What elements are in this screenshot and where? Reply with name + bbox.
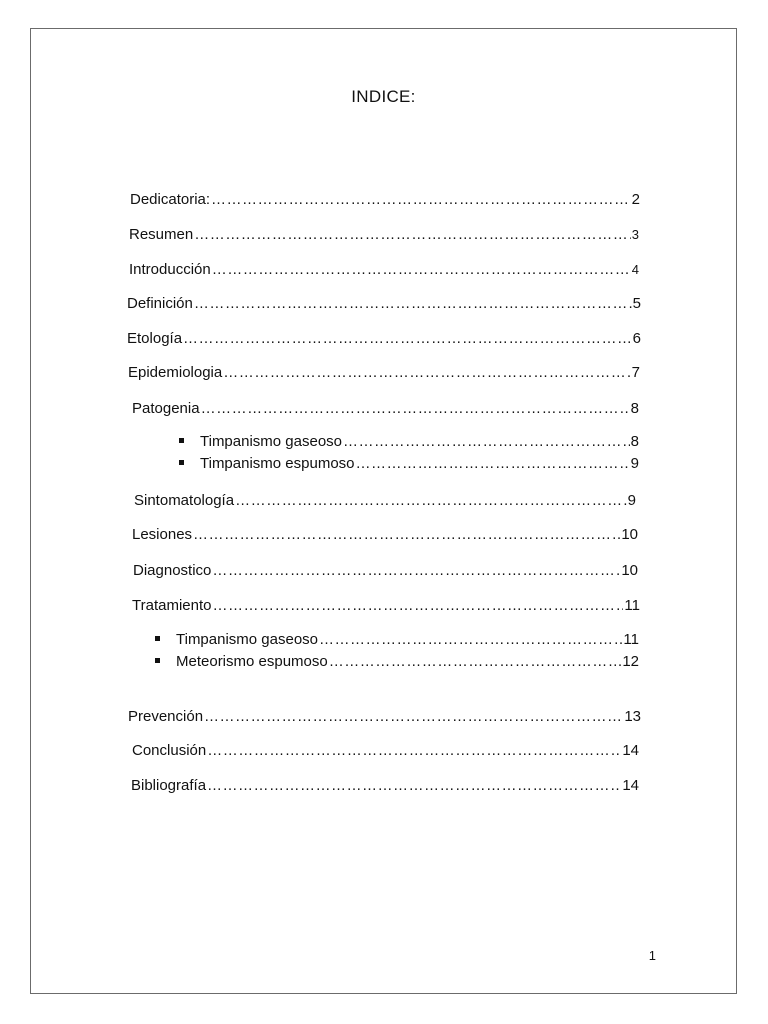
toc-leader-dots <box>194 225 631 245</box>
toc-entry-page: 10 <box>621 526 638 543</box>
toc-entry-label: Conclusión <box>132 742 207 759</box>
toc-leader-dots <box>207 741 621 761</box>
toc-entry-page: 7 <box>631 364 640 381</box>
toc-entry-page: 8 <box>630 433 639 450</box>
toc-leader-dots <box>207 776 621 796</box>
toc-entry-bibliografia[interactable] <box>131 776 639 796</box>
toc-entry-diagnostico[interactable] <box>133 561 638 581</box>
toc-entry-conclusion[interactable] <box>132 741 639 761</box>
toc-entry-page: 4 <box>631 262 639 277</box>
toc-leader-dots <box>356 454 630 474</box>
toc-entry-page: 9 <box>627 492 636 509</box>
toc-entry-introduccion[interactable] <box>129 260 639 280</box>
toc-entry-epidemiologia[interactable] <box>128 363 640 383</box>
toc-entry-label: Epidemiologia <box>128 364 223 381</box>
toc-entry-prevencion[interactable] <box>128 707 641 727</box>
toc-entry-dedicatoria[interactable] <box>130 190 640 210</box>
toc-leader-dots <box>183 329 632 349</box>
toc-entry-label: Tratamiento <box>132 597 212 614</box>
toc-leader-dots <box>201 399 630 419</box>
toc-entry-page: 14 <box>622 742 639 759</box>
toc-entry-definicion[interactable] <box>127 294 641 314</box>
toc-entry-label: Prevención <box>128 708 204 725</box>
toc-entry-label: Meteorismo espumoso <box>176 653 328 670</box>
toc-entry-resumen[interactable] <box>129 225 639 245</box>
toc-subentry-timpanismo-espumoso[interactable] <box>179 454 639 474</box>
toc-leader-dots <box>212 596 623 616</box>
toc-entry-label: Lesiones <box>132 526 193 543</box>
toc-leader-dots <box>235 491 627 511</box>
toc-entry-label: Definición <box>127 295 193 312</box>
toc-entry-page: 11 <box>624 597 640 614</box>
toc-subentry-meteorismo-espumoso[interactable] <box>155 652 639 672</box>
toc-subentry-timpanismo-gaseoso[interactable] <box>179 432 639 452</box>
bullet-square-icon <box>155 658 160 663</box>
toc-subentry-timpanismo-gaseoso-2[interactable] <box>155 630 639 650</box>
toc-entry-page: 2 <box>631 191 640 208</box>
toc-entry-label: Patogenia <box>132 400 200 417</box>
toc-leader-dots <box>343 432 630 452</box>
toc-entry-label: Resumen <box>129 226 194 243</box>
toc-entry-etologia[interactable] <box>127 329 641 349</box>
toc-entry-label: Bibliografía <box>131 777 207 794</box>
bullet-square-icon <box>179 438 184 443</box>
toc-entry-tratamiento[interactable] <box>132 596 640 616</box>
toc-entry-page: 5 <box>632 295 641 312</box>
toc-entry-page: 3 <box>631 227 639 242</box>
toc-entry-page: 10 <box>621 562 638 579</box>
bullet-square-icon <box>155 636 160 641</box>
toc-entry-lesiones[interactable] <box>132 525 638 545</box>
toc-leader-dots <box>204 707 623 727</box>
toc-entry-page: 9 <box>630 455 639 472</box>
toc-entry-patogenia[interactable] <box>132 399 639 419</box>
toc-entry-page: 14 <box>622 777 639 794</box>
toc-entry-label: Etología <box>127 330 183 347</box>
toc-entry-sintomatologia[interactable] <box>134 491 636 511</box>
toc-leader-dots <box>211 190 631 210</box>
toc-leader-dots <box>319 630 622 650</box>
toc-entry-page: 11 <box>623 631 639 648</box>
toc-entry-page: 8 <box>630 400 639 417</box>
toc-entry-label: Dedicatoria: <box>130 191 211 208</box>
toc-entry-label: Timpanismo gaseoso <box>200 433 343 450</box>
page-number: 1 <box>648 948 656 963</box>
toc-entry-page: 6 <box>632 330 641 347</box>
toc-entry-page: 13 <box>624 708 641 725</box>
toc-entry-label: Diagnostico <box>133 562 212 579</box>
toc-leader-dots <box>193 525 620 545</box>
toc-entry-label: Sintomatología <box>134 492 235 509</box>
toc-entry-label: Timpanismo espumoso <box>200 455 355 472</box>
document-page <box>30 28 737 994</box>
toc-entry-label: Introducción <box>129 261 211 278</box>
toc-entry-page: 12 <box>622 653 639 670</box>
bullet-square-icon <box>179 460 184 465</box>
toc-leader-dots <box>212 260 631 280</box>
toc-leader-dots <box>212 561 620 581</box>
toc-leader-dots <box>329 652 622 672</box>
toc-entry-label: Timpanismo gaseoso <box>176 631 319 648</box>
page-title: INDICE: <box>351 87 416 106</box>
toc-leader-dots <box>223 363 630 383</box>
toc-leader-dots <box>194 294 632 314</box>
